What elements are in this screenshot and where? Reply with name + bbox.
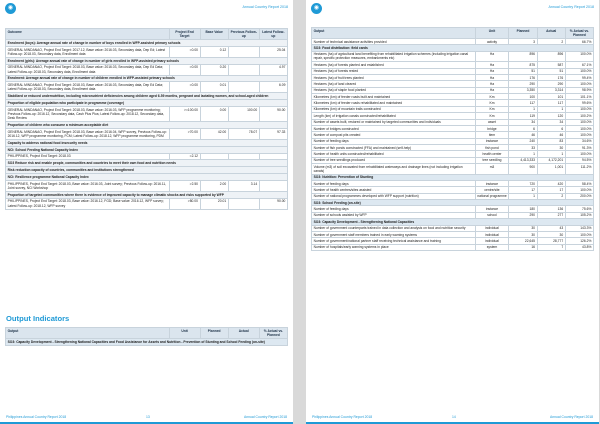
cell-value: 900 [509, 164, 537, 174]
table-row [6, 153, 288, 160]
cell-value: 100.0% [565, 119, 593, 125]
table-row [312, 164, 594, 174]
section-label: Risk reduction capacity of countries, communities and institutions strengthened [6, 167, 288, 174]
cell-value: individual [475, 225, 509, 231]
cell-value: 17 [509, 187, 537, 193]
row-label: Number of government/national partner staff receiving technical assistance and training [312, 238, 476, 244]
cell-value: 720 [509, 180, 537, 186]
cell-value: 143.3% [565, 225, 593, 231]
cell-value: 176 [509, 74, 537, 80]
cell-value: =0.00 [169, 64, 200, 75]
section-row [6, 122, 288, 129]
row-label: GENERAL MINDANAO, Project End Target: 2018.03, Base value: 2016.04, WFP survey, Previous Follow-up: 2016.12, WFP programme monitoring, FCM; Latest Follow-up: 2018.12, WFP programme monitoring, PDM [6, 128, 170, 139]
column-header: Project End Target [169, 29, 200, 40]
cell-value: 97.33 [259, 128, 287, 139]
wfp-logo-icon: ◉ [5, 3, 16, 14]
header-title: Annual Country Report 2018 [548, 5, 594, 9]
cell-value: 51 [509, 68, 537, 74]
column-header: Actual [537, 28, 565, 39]
cell-value: 34 [537, 119, 565, 125]
row-label: Number of government staff members trained in early warning systems [312, 231, 476, 237]
cell-value: 42.00 [200, 128, 228, 139]
row-label: Number of government counterparts trained in data collection and analysis on food and nutrition security [312, 225, 476, 231]
cell-value: fish pond [475, 145, 509, 151]
column-header: Planned [509, 28, 537, 39]
column-header: % Actual vs. Planned [565, 28, 593, 39]
cell-value: 101 [537, 94, 565, 100]
page-number: 13 [146, 415, 150, 419]
cell-value: 30 [509, 231, 537, 237]
cell-value: 0.01 [200, 82, 228, 93]
cell-value: 98.9% [565, 87, 593, 93]
cell-value: 78.07 [228, 128, 259, 139]
table-row [6, 106, 288, 121]
row-label: Number of feeding days [312, 138, 476, 144]
cell-value: 34.6% [565, 138, 593, 144]
cell-value: 99.4% [565, 74, 593, 80]
cell-value: 20.01 [200, 198, 228, 209]
section-row [6, 191, 288, 198]
cell-value: 875 [509, 62, 537, 68]
page-number: 14 [452, 415, 456, 419]
cell-value: 126.2% [565, 238, 593, 244]
row-label: Number of feeding days [312, 206, 476, 212]
section-label: Proportion of children who consume a minimum acceptable diet [6, 122, 288, 129]
cell-value: 100 [509, 94, 537, 100]
column-header: Unit [475, 28, 509, 39]
section-row [6, 57, 288, 64]
cell-value: 7 [537, 244, 565, 250]
footer-left: Philippines Annual Country Report 2018 [6, 415, 67, 419]
cell-value: 3,350 [509, 87, 537, 93]
cell-value: Km [475, 113, 509, 119]
cell-value: 1,001 [537, 164, 565, 174]
page-header [5, 3, 288, 17]
cell-value [228, 46, 259, 57]
cell-value: 28,777 [537, 238, 565, 244]
row-label: PHILIPPINES, Project End Target: 2018.03, Base value: 2016.03, Joint survey; Previous Follow-up: 2016.11, Joint survey, NCI Workshop [6, 180, 170, 191]
section-row [6, 167, 288, 174]
row-label: Kilometres (km) of feeder roads rehabilitated and maintained [312, 100, 476, 106]
row-label: Number of national programmes developed with WFP support (nutrition) [312, 193, 476, 199]
cell-value: 17 [537, 187, 565, 193]
cell-value: Km [475, 100, 509, 106]
column-header: Output [312, 28, 476, 39]
column-header: Base Value [200, 29, 228, 40]
section-label: SO3: Capacity Development - Strengthening National Capacities [312, 219, 594, 225]
cell-value: 100.0% [565, 51, 593, 61]
cell-value: 46 [537, 132, 565, 138]
cell-value: 30 [537, 145, 565, 151]
cell-value: 111.2% [565, 164, 593, 174]
cell-value: 587 [537, 62, 565, 68]
cell-value: 117 [537, 100, 565, 106]
section-row [6, 100, 288, 107]
row-label: Number of schools assisted by WFP [312, 212, 476, 218]
row-label: Length (km) of irrigation canals constructed/rehabilitated [312, 113, 476, 119]
cell-value: individual [475, 231, 509, 237]
cell-value: m3 [475, 164, 509, 174]
row-label: Hectares (ha) of fruit trees planted [312, 74, 476, 80]
cell-value: 6 [537, 125, 565, 131]
cell-value: 277 [537, 212, 565, 218]
cell-value: 180 [509, 206, 537, 212]
column-header: Unit [169, 328, 200, 339]
section-row [6, 146, 288, 153]
cell-value: 136 [537, 206, 565, 212]
cell-value: 4.97 [259, 64, 287, 75]
cell-value: bridge [475, 125, 509, 131]
cell-value: item [475, 132, 509, 138]
output-table-left [5, 327, 288, 346]
cell-value: 46 [509, 132, 537, 138]
cell-value: 100.0% [565, 132, 593, 138]
cell-value: 0.12 [200, 46, 228, 57]
section-row [6, 339, 288, 346]
row-label: Number of compost pits created [312, 132, 476, 138]
cell-value: 120 [537, 113, 565, 119]
column-header: Planned [200, 328, 228, 339]
section-label: Enrolment (girls): Average annual rate of change in number of girls enrolled in WFP-assisted primary schools [6, 57, 288, 64]
cell-value: instance [475, 206, 509, 212]
row-label: Number of health centres/sites assisted [312, 187, 476, 193]
cell-value: 100.0% [565, 106, 593, 112]
cell-value: 58.4% [565, 180, 593, 186]
cell-value: 290 [537, 81, 565, 87]
cell-value: system [475, 244, 509, 250]
cell-value: 100.0% [565, 187, 593, 193]
cell-value: 25.04 [259, 46, 287, 57]
cell-value: 66.7% [565, 39, 593, 45]
cell-value [228, 82, 259, 93]
header-title: Annual Country Report 2018 [242, 5, 288, 9]
page-footer [6, 415, 287, 421]
cell-value: asset [475, 119, 509, 125]
section-label: Enrolment: Average annual rate of change in number of children enrolled in WFP-assisted primary schools [6, 75, 288, 82]
cell-value: Ha [475, 68, 509, 74]
section-label: SO3: School Feeding (on-site) [312, 200, 594, 206]
cell-value: 100.0% [565, 125, 593, 131]
page-right [306, 0, 599, 424]
section-label: NCI: Resilience programme National Capacity Index [6, 173, 288, 180]
row-label: Number of bridges constructed [312, 125, 476, 131]
cell-value: 1 [509, 151, 537, 157]
cell-value: 290 [509, 81, 537, 87]
cell-value: 2.00 [200, 180, 228, 191]
cell-value [259, 180, 287, 191]
table-row [6, 180, 288, 191]
section-label: SO3: Food distribution: field cards [312, 45, 594, 51]
row-label: Hectares (ha) of forests planted and established [312, 62, 476, 68]
table-row [312, 244, 594, 250]
cell-value: 34 [509, 119, 537, 125]
row-label: Hectares (ha) of forests rested [312, 68, 476, 74]
cell-value: 3 [509, 39, 537, 45]
row-label: Kilometres (km) of feeder roads built and maintained [312, 94, 476, 100]
cell-value: 101.1% [565, 94, 593, 100]
cell-value: >80.00 [169, 198, 200, 209]
page-footer [312, 415, 593, 421]
row-label: Number of hospitals/early warning systems in place [312, 244, 476, 250]
cell-value: 3.14 [228, 180, 259, 191]
cell-value: 117 [509, 100, 537, 106]
wfp-logo-icon: ◉ [311, 3, 322, 14]
cell-value: 6.09 [259, 82, 287, 93]
output-table-right [311, 27, 594, 251]
cell-value: >=100.00 [169, 106, 200, 121]
section-row [6, 173, 288, 180]
row-label: GENERAL MINDANAO, Project End Target: 2018.03, Base value: 2016.03, WFP programme monitoring; Previous Follow-up: 2016.12, Secondary data, Cash Plus Plus; Latest Follow-up: 2018.12, Secondary data, Desk Review [6, 106, 170, 121]
cell-value: 67.1% [565, 62, 593, 68]
cell-value: Ha [475, 62, 509, 68]
cell-value: tree seedling [475, 157, 509, 163]
cell-value: instance [475, 180, 509, 186]
table-row [6, 128, 288, 139]
cell-value: national programme [475, 193, 509, 199]
cell-value: Ha [475, 74, 509, 80]
cell-value: 0.00 [200, 106, 228, 121]
column-header: % Actual vs. Planned [259, 328, 287, 339]
cell-value: Ha [475, 51, 509, 61]
cell-value: 16 [509, 244, 537, 250]
cell-value: 75.6% [565, 206, 593, 212]
cell-value: 1 [509, 106, 537, 112]
section-row [6, 75, 288, 82]
section-label: Stabilized or reduced undernutrition, including micronutrient deficiencies among children aged 6-59 months, pregnant and lactating women, and school-aged children [6, 93, 288, 100]
table-row [6, 46, 288, 57]
cell-value: 30 [537, 231, 565, 237]
cell-value: health center [475, 151, 509, 157]
row-label: Number of technical assistance activities provided [312, 39, 476, 45]
row-label: Number of feeding days [312, 180, 476, 186]
cell-value: centre/site [475, 187, 509, 193]
cell-value: 90.00 [259, 198, 287, 209]
cell-value: 105.2% [565, 212, 593, 218]
cell-value: 2 [537, 193, 565, 199]
cell-value: =0.00 [169, 82, 200, 93]
cell-value [228, 198, 259, 209]
cell-value: 30 [509, 225, 537, 231]
row-label: GENERAL MINDANAO, Project End Target: 2018.03, Base value: 2016.03, Secondary data, Dep Ed Data; Latest Follow-up: 2018.03, Secondary data, Enrollment data [6, 64, 170, 75]
cell-value: 43.8% [565, 244, 593, 250]
cell-value [228, 153, 259, 160]
cell-value: 3,314 [537, 87, 565, 93]
cell-value: school [475, 212, 509, 218]
cell-value: 22,645 [509, 238, 537, 244]
column-header: Latest Follow-up [259, 29, 287, 40]
cell-value: individual [475, 238, 509, 244]
cell-value: Ha [475, 81, 509, 87]
cell-value: 83 [537, 138, 565, 144]
row-label: Hectares (ha) of land cleared [312, 81, 476, 87]
table-row [312, 51, 594, 61]
cell-value: 43 [537, 225, 565, 231]
row-label: Hectares (ha) of agricultural land benefiting from rehabilitated irrigation schemes (including irrigation canal repair, specific protection measures, embankments etc) [312, 51, 476, 61]
page-header [311, 3, 594, 17]
cell-value: 2 [537, 39, 565, 45]
cell-value: >70.00 [169, 128, 200, 139]
cell-value: Km [475, 94, 509, 100]
row-label: GENERAL MINDANAO, Project End Target: 2017.12, Base value: 2016.03, Secondary data, Dep Ed; Latest Follow-up: 2018.03, Secondary data, Enrollment data [6, 46, 170, 57]
row-label: Number of tree seedlings produced [312, 157, 476, 163]
cell-value [228, 64, 259, 75]
cell-value: 420 [537, 180, 565, 186]
cell-value: 1 [537, 106, 565, 112]
cell-value: 100.0% [565, 151, 593, 157]
row-label: Number of fish ponds constructed (FFA) and maintained (self-help) [312, 145, 476, 151]
cell-value: 896 [509, 51, 537, 61]
column-header: Outcome [6, 29, 170, 40]
cell-value: 896 [537, 51, 565, 61]
section-row [6, 160, 288, 167]
table-row [6, 198, 288, 209]
cell-value: =2.12 [169, 153, 200, 160]
cell-value: 94.5% [565, 157, 593, 163]
cell-value: 200.0% [565, 193, 593, 199]
cell-value: 100.0% [565, 68, 593, 74]
cell-value: 0.20 [200, 64, 228, 75]
row-label: GENERAL MINDANAO, Project End Target: 2018.03, Base value: 2016.03, Secondary data, Dep Ed Data; Latest Follow-up: 2018.03, Secondary data, Enrollment data [6, 82, 170, 93]
cell-value: 100.00 [228, 106, 259, 121]
row-label: PHILIPPINES, Project End Target: 2018.03, Base value: 2016.12, FGD; Base value: 2016.12, WFP survey; Latest Follow-up: 2018.12, WFP survey [6, 198, 170, 209]
section-label: SO3 Reduce risk and enable people, communities and countries to meet their own food and nutrition needs [6, 160, 288, 167]
cell-value: 240 [509, 138, 537, 144]
cell-value: 176 [537, 74, 565, 80]
cell-value: 51 [537, 68, 565, 74]
cell-value: 100.0% [565, 231, 593, 237]
cell-value [200, 153, 228, 160]
cell-value: 91.3% [565, 145, 593, 151]
cell-value: 4,172,201 [537, 157, 565, 163]
row-label: Number of health units constructed/rehabilitated [312, 151, 476, 157]
section-label: Proportion of eligible population who participate in programme (coverage) [6, 100, 288, 107]
cell-value: 99.6% [565, 100, 593, 106]
cell-value: 4,413,333 [509, 157, 537, 163]
footer-right: Annual Country Report 2018 [550, 415, 593, 419]
row-label: Kilometres (km) of mountain trails constructed [312, 106, 476, 112]
section-label: Proportion of targeted communities where there is evidence of improved capacity to manage climatic shocks and risks supported by WFP [6, 191, 288, 198]
page-left [0, 0, 293, 424]
cell-value: =0.00 [169, 46, 200, 57]
cell-value: instance [475, 138, 509, 144]
table-row [6, 82, 288, 93]
section-label: Capacity to address national food insecurity needs [6, 139, 288, 146]
cell-value: 1 [509, 193, 537, 199]
section-label: Enrolment (boys): Average annual rate of change in number of boys enrolled in WFP-assisted primary schools [6, 40, 288, 47]
cell-value: Km [475, 106, 509, 112]
section-label: SO3: Nutrition: Prevention of Stunting [312, 174, 594, 180]
column-header: Actual [228, 328, 259, 339]
row-label: PHILIPPINES, Project End Target: 2018.03 [6, 153, 170, 160]
footer-left: Philippines Annual Country Report 2018 [312, 415, 373, 419]
section-label: SO3: Capacity Development - Strengthening National Capacities and Food Assistance for Assets and Nutrition - Prevention of Stunting and School Feeding (on-site) [6, 339, 288, 346]
cell-value: 290 [509, 212, 537, 218]
section-row [6, 139, 288, 146]
cell-value: 100.2% [565, 113, 593, 119]
cell-value: 119 [509, 113, 537, 119]
row-label: Hectares (ha) of staple food planted [312, 87, 476, 93]
section-row [6, 40, 288, 47]
cell-value: activity [475, 39, 509, 45]
cell-value [259, 153, 287, 160]
cell-value: >2.50 [169, 180, 200, 191]
table-row [6, 64, 288, 75]
cell-value: 33 [509, 145, 537, 151]
cell-value: 90.00 [259, 106, 287, 121]
row-label: Number of assets built, restored or maintained by targeted communities and individuals [312, 119, 476, 125]
section-label: NCI: School Feeding National Capacity Index [6, 146, 288, 153]
footer-right: Annual Country Report 2018 [244, 415, 287, 419]
cell-value: 6 [509, 125, 537, 131]
cell-value: 1 [537, 151, 565, 157]
column-header: Output [6, 328, 170, 339]
outcome-table [5, 28, 288, 210]
column-header: Previous Follow-up [228, 29, 259, 40]
cell-value: 100.0% [565, 81, 593, 87]
row-label: Volume (m3) of soil excavated from rehabilitated waterways and drainage lines (not including irrigation canals) [312, 164, 476, 174]
output-indicators-title: Output Indicators [6, 314, 70, 323]
section-row [6, 93, 288, 100]
cell-value: Ha [475, 87, 509, 93]
